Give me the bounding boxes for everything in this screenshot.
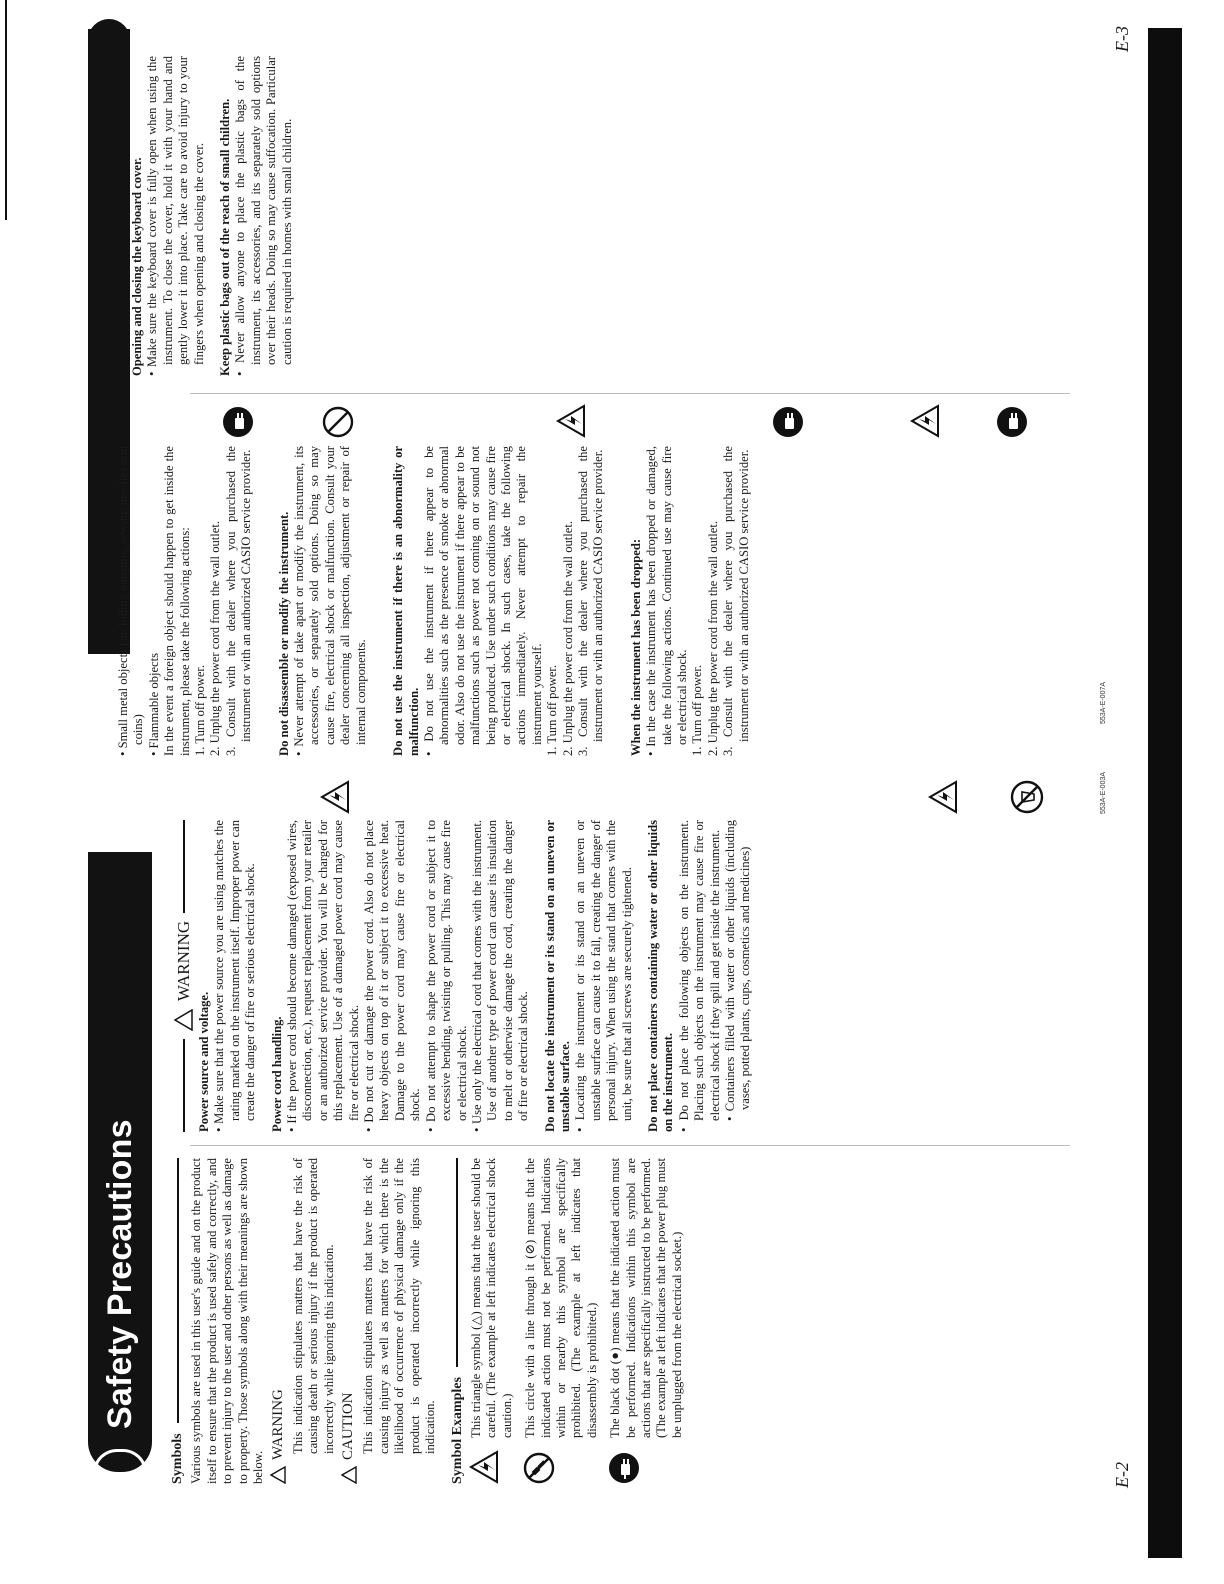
print-code-left: 553A-E-003A xyxy=(1100,771,1107,814)
metal-objects-bullet: • Small metal objects (including hairpins, sewing needles and coins) xyxy=(116,446,146,756)
electric-shock-warning-icon xyxy=(556,404,591,438)
step: 2. Unplug the power cord from the wall outlet. xyxy=(705,520,720,756)
warning-section-header: WARNING xyxy=(174,820,193,1132)
flammable-bullet: • Flammable objects xyxy=(146,652,161,756)
step: 3. Consult with the dealer where you purchased the instrument or with an authorized CASIO service provider. xyxy=(223,446,254,756)
cord-bullet: • Do not cut or damage the power cord. Also do not place heavy objects on top of it or subject it to excessive heat. Damage to the power cord may cause fire or electrical shock. xyxy=(362,820,423,1132)
cord-bullet: • Use only the electrical cord that comes with the instrument. Use of another type of power cord can cause its insulation to melt or otherwise damage the cord, creating the danger of fire or electrical shock. xyxy=(469,820,531,1132)
caution-triangle-icon xyxy=(270,1466,286,1484)
symbols-heading: Symbols xyxy=(170,1158,185,1484)
caution-description: This indication stipulates matters that have the risk of causing injury as well as matters for which there is the likelihood of occurrence of physical damage only if the product is operated incorrectly while ignoring this indication. xyxy=(361,1158,438,1454)
unplug-required-icon xyxy=(222,406,259,438)
cover-heading: Opening and closing the keyboard cover. xyxy=(130,157,144,376)
right-page-number: E-3 xyxy=(1112,26,1132,52)
dropped-text: • In the case the instrument has been dropped or damaged, take the following actions. Continued use may cause fire or electrical shock. xyxy=(644,446,689,756)
disassemble-heading: Do not disassemble or modify the instrument. xyxy=(276,511,291,756)
abnormal-text: • Do not use the instrument if there appear to be abnormalities such as the presence of smoke or abnormal odor. Also do not use the instrument if there appear to be malfunctions such as power not coming on or sound not being produced. Use under such conditions may cause fire or electrical shock. In such cases, take the following actions immediately. Never attempt to repair the instrument yourself. xyxy=(421,446,544,756)
example-triangle: This triangle symbol (△) means that the user should be careful. (The example at left indicates electrical shock caution.) xyxy=(469,1158,515,1484)
column-divider xyxy=(190,393,1070,394)
plastic-bags-heading: Keep plastic bags out of the reach of small children. xyxy=(218,98,233,376)
power-cord-heading: Power cord handling. xyxy=(269,1016,284,1132)
cord-bullet: • If the power cord should become damaged (exposed wires, disconnection, etc.), request replacement from your retailer or an authorized service provider. You will be charged for this replacement. Use of a damaged power cord may cause fire or electrical shock. xyxy=(285,820,361,1132)
print-code-right: 553A-E-007A xyxy=(1100,681,1107,724)
abnormal-heading: Do not use the instrument if there is an abnormality or malfunction. xyxy=(391,446,421,756)
example-dot: The black dot (●) means that the indicated action must be performed. Indications within this symbol are actions that are specifically instructed to be performed. (The example at left indicates that the power plug must be unplugged from the electrical socket.) xyxy=(608,1158,685,1484)
caution-triangle-icon xyxy=(341,1466,357,1484)
warning-column xyxy=(170,820,754,1132)
power-source-heading: Power source and voltage. xyxy=(197,991,211,1132)
step: 1. Turn off power. xyxy=(690,664,705,756)
symbols-intro: Various symbols are used in this user's guide and on the product itself to ensure that the product is used safely and correctly, and to prevent injury to the user and other persons as well as damage to property. Those symbols along with their meanings are shown below. xyxy=(189,1158,266,1484)
no-liquids-prohibited-icon xyxy=(1010,780,1049,814)
symbols-column xyxy=(170,1158,685,1484)
step: 1. Turn off power. xyxy=(545,664,560,756)
foreign-object-text: In the event a foreign object should happen to get inside the instrument, please take the following actions: xyxy=(162,446,192,756)
electric-shock-warning-icon xyxy=(320,780,355,814)
symbol-examples-heading: Symbol Examples xyxy=(450,1158,465,1484)
cover-column xyxy=(130,56,295,376)
step: 1. Turn off power. xyxy=(193,664,208,756)
caution-label: CAUTION xyxy=(341,1393,357,1485)
left-page-number: E-2 xyxy=(1112,1462,1132,1488)
disassemble-text: • Never attempt of take apart or modify the instrument, its accessories, or separately sold options. Doing so may cause fire, electrical shock or malfunction. Consult your dealer concerning all inspection, adjustment or repair of internal components. xyxy=(292,446,368,756)
stand-text: • Locating the instrument or its stand on an uneven or unstable surface can cause it to fall, creating the danger of personal injury. When using the stand that comes with the unit, be sure that all screws are securely tightened. xyxy=(573,820,634,1132)
disassembly-prohibited-icon xyxy=(523,1452,555,1484)
power-source-text: • Make sure that the power source you are using matches the rating marked on the instrument itself. Improper power can create the danger of fire or serious electrical shock. xyxy=(212,820,258,1132)
caution-triangle-icon xyxy=(174,1009,193,1031)
step: 3. Consult with the dealer where you purchased the instrument or with an authorized CASIO service provider. xyxy=(575,446,606,756)
warning-description: This indication stipulates matters that have the risk of causing death or serious injury if the product is operated incorrectly while ignoring this indication. xyxy=(290,1158,336,1454)
electric-shock-warning-icon xyxy=(469,1450,499,1484)
electric-shock-warning-icon xyxy=(928,780,963,814)
stand-heading: Do not locate the instrument or its stand on an uneven or unstable surface. xyxy=(542,820,572,1132)
cover-text: • Make sure the keyboard cover is fully open when using the instrument. To close the cover, hold it with your hand and gently lower it into place. Take care to avoid injury to your fingers when opening and closing the cover. xyxy=(145,56,206,376)
unplug-required-icon xyxy=(772,406,809,438)
warning-label: WARNING xyxy=(270,1389,286,1484)
foreign-object-column xyxy=(116,446,752,756)
page-title: Safety Precautions xyxy=(100,1119,139,1429)
unplug-required-icon xyxy=(608,1452,640,1484)
disassembly-prohibited-icon xyxy=(322,406,359,438)
bottom-edge-bar xyxy=(1148,28,1182,1558)
step: 2. Unplug the power cord from the wall outlet. xyxy=(560,520,575,756)
top-edge-line xyxy=(5,0,7,220)
electric-shock-warning-icon xyxy=(910,404,945,438)
liquids-sub-bullet: • Containers filled with water or other liquids (including vases, potted plants, cups, cosmetics and medicines) xyxy=(723,820,753,1121)
example-circle: This circle with a line through it (⊘) means that the indicated action must not be performed. Indications within or nearby this symbol are specifically prohibited. (The example at left indicates that disassembly is prohibited.) xyxy=(523,1158,600,1484)
liquids-text: • Do not place the following objects on the instrument. Placing such objects on the instrument may cause fire or electrical shock if they spill and get inside the instrument. xyxy=(676,820,722,1132)
title-ring-decoration xyxy=(93,1449,147,1474)
step: 3. Consult with the dealer where you purchased the instrument or with an authorized CASIO service provider. xyxy=(721,446,751,756)
title-band xyxy=(88,852,152,1472)
plastic-bags-text: • Never allow anyone to place the plastic bags of the instrument, its accessories, and its separately sold options over their heads. Doing so may cause suffocation. Particular caution is required in homes with small children. xyxy=(233,56,294,376)
column-divider xyxy=(190,1145,1070,1146)
liquids-heading: Do not place containers containing water or other liquids on the instrument. xyxy=(645,820,676,1132)
cord-bullet: • Do not attempt to shape the power cord or subject it to excessive bending, twisting or pulling. This may cause fire or electrical shock. xyxy=(423,820,469,1132)
step: 2. Unplug the power cord from the wall outlet. xyxy=(208,520,223,756)
unplug-required-icon xyxy=(996,406,1033,438)
dropped-heading: When the instrument has been dropped: xyxy=(628,538,643,756)
